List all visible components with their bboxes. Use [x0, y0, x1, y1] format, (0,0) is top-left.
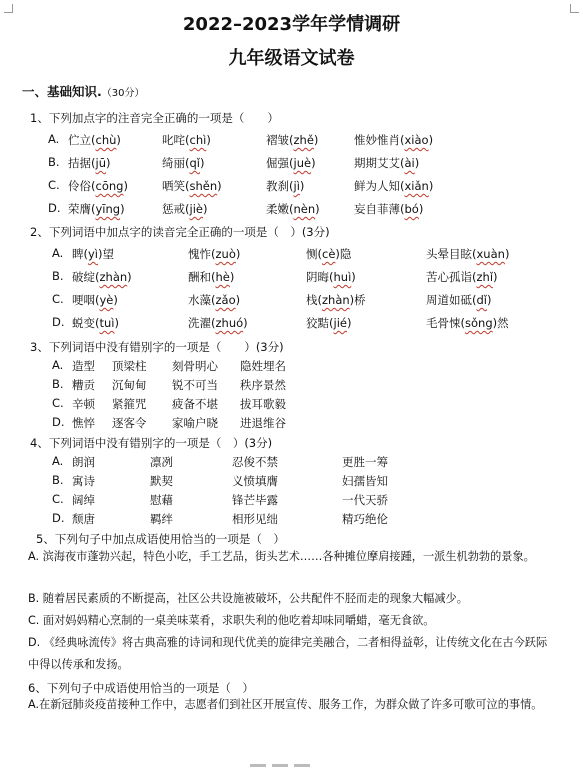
- option-letter: C.: [52, 492, 64, 506]
- option-item: 哽咽(yè): [72, 293, 118, 307]
- q5-option-c: C. 面对妈妈精心烹制的一桌美味菜肴，求职失利的他吃着却味同嚼蜡，毫无食欲。: [28, 614, 435, 627]
- option-item: 顶梁柱: [112, 359, 147, 373]
- exam-subtitle: 九年级语文试卷: [228, 48, 355, 69]
- option-item: 憔悴: [72, 416, 95, 430]
- option-letter: B.: [48, 155, 60, 169]
- option-item: 义愤填膺: [232, 474, 278, 488]
- option-item: 慰藉: [150, 493, 173, 507]
- question-4-stem: 4、下列词语中没有错别字的一项是（ ）(3分): [30, 436, 273, 450]
- option-item: 教刹(jì): [266, 179, 305, 193]
- option-item: 柔嫩(nèn): [266, 202, 320, 216]
- option-item: 隐姓埋名: [240, 359, 286, 373]
- option-item: 洗濯(zhuó): [188, 316, 248, 330]
- exam-title: 2022–2023学年学情调研: [182, 14, 401, 35]
- option-item: 狡黠(jié): [306, 316, 352, 330]
- option-item: 造型: [72, 359, 95, 373]
- option-letter: C.: [48, 178, 60, 192]
- option-letter: D.: [52, 511, 65, 525]
- option-item: 疲备不堪: [172, 397, 218, 411]
- option-item: 褶皱(zhě): [266, 133, 319, 147]
- option-item: 倔强(juè): [266, 156, 316, 170]
- option-item: 期期艾艾(ài): [354, 156, 420, 170]
- option-item: 睥(yì)望: [72, 247, 115, 261]
- option-letter: B.: [52, 473, 64, 487]
- option-item: 阴晦(huì): [306, 270, 356, 284]
- option-item: 默契: [150, 474, 173, 488]
- option-letter: A.: [52, 246, 64, 260]
- option-item: 沉甸甸: [112, 378, 147, 392]
- q6-option-a: A.在新冠肺炎疫苗接种工作中，志愿者们到社区开展宣传、服务工作，为群众做了许多可歌可泣的事情。: [28, 698, 543, 711]
- option-item: 酬和(hè): [188, 270, 235, 284]
- option-item: 鲜为人知(xiǎn): [354, 179, 434, 193]
- option-item: 愧怍(zuò): [188, 247, 241, 261]
- option-item: 糟贡: [72, 378, 95, 392]
- option-letter: A.: [52, 358, 64, 372]
- option-item: 拔耳歌毅: [240, 397, 286, 411]
- option-letter: B.: [52, 377, 64, 391]
- option-item: 绮丽(qǐ): [162, 156, 205, 170]
- option-item: 阔绰: [72, 493, 95, 507]
- option-item: 紧箍咒: [112, 397, 147, 411]
- option-item: 惟妙惟肖(xiào): [354, 133, 434, 147]
- option-item: 毛骨悚(sǒng)然: [426, 316, 509, 330]
- option-item: 恻(cè)隐: [306, 247, 352, 261]
- option-letter: D.: [52, 415, 65, 429]
- section-points: （30分）: [101, 88, 145, 99]
- question-1-stem: 1、下列加点字的注音完全正确的一项是（ ）: [30, 111, 279, 125]
- option-letter: A.: [48, 132, 60, 146]
- question-6-stem: 6、下列句子中成语使用恰当的一项是（ ）: [28, 681, 254, 695]
- question-5-stem: 5、下列句子中加点成语使用恰当的一项是（ ）: [36, 532, 285, 546]
- option-item: 颓唐: [72, 512, 95, 526]
- option-item: 伶俗(cōng): [68, 179, 128, 193]
- option-item: 进退维谷: [240, 416, 286, 430]
- option-letter: C.: [52, 396, 64, 410]
- option-item: 寓诗: [72, 474, 95, 488]
- option-item: 水藻(zǎo): [188, 293, 241, 307]
- question-2-stem: 2、下列词语中加点字的读音完全正确的一项是（ ）(3分): [30, 225, 330, 239]
- q5-option-a: A. 滨海夜市蓬勃兴起，特色小吃，手工艺品，街头艺术……各种摊位摩肩接踵，一派生机勃勃的景象。: [28, 550, 535, 563]
- option-item: 妇孺皆知: [342, 474, 388, 488]
- option-item: 锋芒毕露: [232, 493, 278, 507]
- question-3-stem: 3、下列词语中没有错别字的一项是（ ）(3分): [30, 340, 284, 354]
- page-footer-mark: [250, 752, 330, 760]
- option-item: 一代天骄: [342, 493, 388, 507]
- option-item: 拮据(jū): [68, 156, 111, 170]
- option-letter: B.: [52, 269, 64, 283]
- option-item: 辛顿: [72, 397, 95, 411]
- option-item: 凛冽: [150, 455, 173, 469]
- option-item: 朗润: [72, 455, 95, 469]
- option-letter: C.: [52, 292, 64, 306]
- section-heading: [22, 82, 144, 100]
- option-letter: D.: [52, 315, 65, 329]
- option-item: 周道如砥(dǐ): [426, 293, 492, 307]
- option-item: 荣膺(yīng): [68, 202, 125, 216]
- option-item: 更胜一筹: [342, 455, 388, 469]
- q5-option-b: B. 随着居民素质的不断提高，社区公共设施被破坏，公共配件不胫而走的现象大幅减少。: [28, 592, 468, 605]
- option-item: 破绽(zhàn): [72, 270, 132, 284]
- option-item: 妄自菲薄(bó): [354, 202, 424, 216]
- option-item: 家喻户晓: [172, 416, 218, 430]
- option-letter: D.: [48, 201, 61, 215]
- option-item: 伫立(chù): [68, 133, 121, 147]
- option-item: 惩戒(jiè): [162, 202, 208, 216]
- option-item: 哂笑(shěn): [162, 179, 222, 193]
- section-label: 一、基础知识.: [22, 84, 102, 99]
- option-letter: A.: [52, 454, 64, 468]
- option-item: 锐不可当: [172, 378, 218, 392]
- option-item: 相形见绌: [232, 512, 278, 526]
- option-item: 叱咤(chì): [162, 133, 211, 147]
- option-item: 逐客令: [112, 416, 147, 430]
- option-item: 秩序景然: [240, 378, 286, 392]
- option-item: 精巧绝伦: [342, 512, 388, 526]
- option-item: 羁绊: [150, 512, 173, 526]
- option-item: 蜕变(tuì): [72, 316, 119, 330]
- option-item: 刻骨明心: [172, 359, 218, 373]
- option-item: 头晕目眩(xuàn): [426, 247, 510, 261]
- option-item: 忍俊不禁: [232, 455, 278, 469]
- q5-option-d: D. 《经典咏流传》将古典高雅的诗词和现代优美的旋律完美融合，二者相得益彰，让传统文化在古今跃际中得以传承和发扬。: [28, 636, 548, 671]
- option-item: 苦心孤诣(zhǐ): [426, 270, 498, 284]
- option-item: 栈(zhàn)桥: [306, 293, 366, 307]
